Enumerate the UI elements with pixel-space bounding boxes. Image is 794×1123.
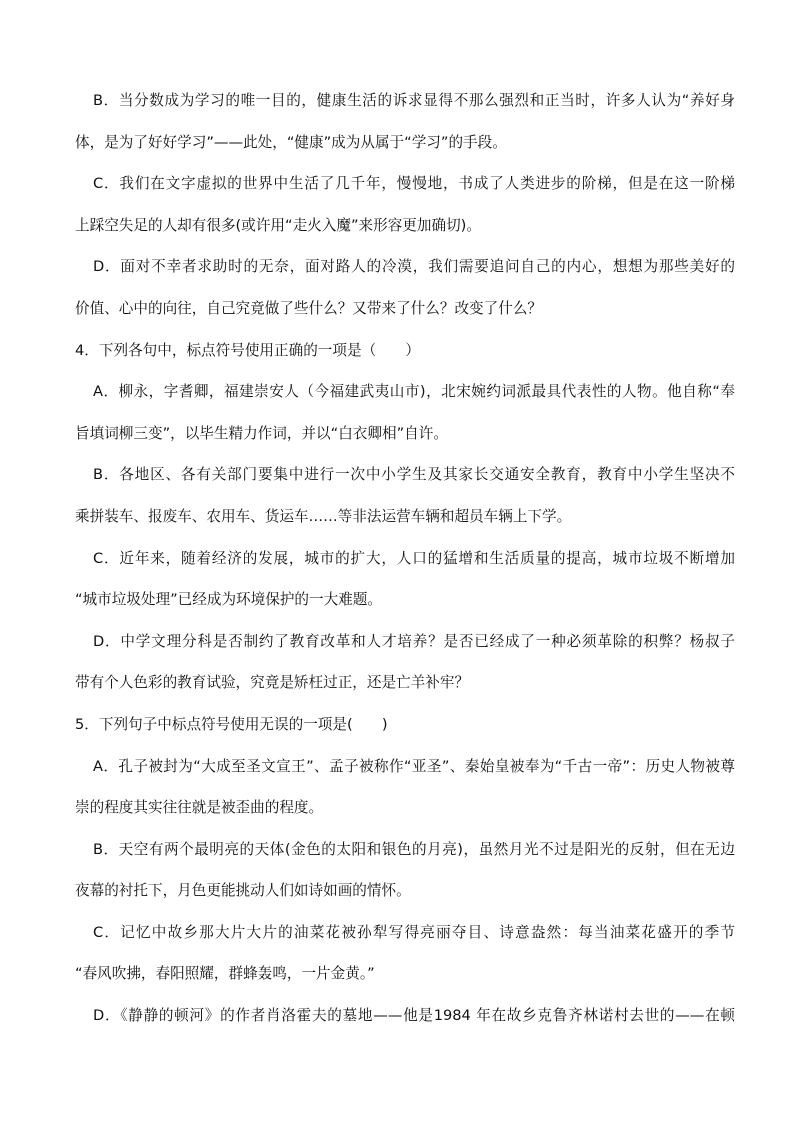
option-b-line-1: B．当分数成为学习的唯一目的，健康生活的诉求显得不那么强烈和正当时，许多人认为“养好身	[93, 92, 735, 109]
question-4-option-a-line-1: A．柳永，字耆卿，福建崇安人（今福建武夷山市)，北宋婉约词派最具代表性的人物。他自称“奉	[93, 383, 735, 401]
question-5-title: 5．下列句子中标点符号使用无误的一项是( )	[75, 715, 388, 733]
option-d-line-2: 价值、心中的向往，自己究竟做了些什么？又带来了什么？改变了什么？	[75, 299, 543, 317]
question-5-option-c-line-2: “春风吹拂，春阳照耀，群蜂轰鸣，一片金黄。”	[75, 965, 375, 983]
question-4-title: 4．下列各句中，标点符号使用正确的一项是（ ）	[75, 341, 420, 359]
question-4-option-d-line-2: 带有个人色彩的教育试验，究竟是矫枉过正，还是亡羊补牢？	[75, 674, 470, 692]
option-c-line-2: 上踩空失足的人却有很多(或许用“走火入魔”来形容更加确切)。	[75, 216, 481, 234]
option-c-line-1: C．我们在文字虚拟的世界中生活了几千年，慢慢地，书成了人类进步的阶梯，但是在这一阶梯	[93, 175, 735, 193]
option-b-line-2: 体，是为了好好学习”——此处，“健康”成为从属于“学习”的手段。	[75, 133, 507, 151]
question-4-option-a-line-2: 旨填词柳三变”，以毕生精力作词，并以“白衣卿相”自许。	[75, 424, 448, 442]
question-4-option-b-line-2: 乘拼装车、报废车、农用车、货运车……等非法运营车辆和超员车辆上下学。	[75, 507, 572, 525]
question-5-option-a-line-2: 崇的程度其实往往就是被歪曲的程度。	[75, 799, 324, 817]
question-4-option-b-line-1: B．各地区、各有关部门要集中进行一次中小学生及其家长交通安全教育，教育中小学生坚决不	[93, 466, 735, 484]
question-5-option-b-line-1: B．天空有两个最明亮的天体(金色的太阳和银色的月亮)，虽然月光不过是阳光的反射，但在无边	[93, 840, 735, 858]
question-5-option-d-line-1: D．《静静的顿河》的作者肖洛霍夫的墓地——他是1984 年在故乡克鲁齐林诺村去世的——在顿	[93, 1007, 735, 1025]
question-5-option-c-line-1: C．记忆中故乡那大片大片的油菜花被孙犁写得亮丽夺目、诗意盎然：每当油菜花盛开的季节	[93, 923, 735, 941]
option-d-line-1: D．面对不幸者求助时的无奈，面对路人的冷漠，我们需要追问自己的内心，想想为那些美好的	[93, 258, 735, 276]
question-5-option-b-line-2: 夜幕的衬托下，月色更能挑动人们如诗如画的情怀。	[75, 882, 411, 900]
question-4-option-c-line-2: “城市垃圾处理”已经成为环境保护的一大难题。	[75, 591, 382, 609]
question-5-option-a-line-1: A．孔子被封为“大成至圣文宣王”、孟子被称作“亚圣”、秦始皇被奉为“千古一帝”：历史人物被尊	[93, 757, 735, 775]
question-4-option-d-line-1: D．中学文理分科是否制约了教育改革和人才培养？是否已经成了一种必须革除的积弊？杨叔子	[93, 632, 735, 650]
document-body	[75, 80, 735, 1037]
question-4-option-c-line-1: C．近年来，随着经济的发展，城市的扩大，人口的猛增和生活质量的提高，城市垃圾不断增加	[93, 549, 735, 567]
